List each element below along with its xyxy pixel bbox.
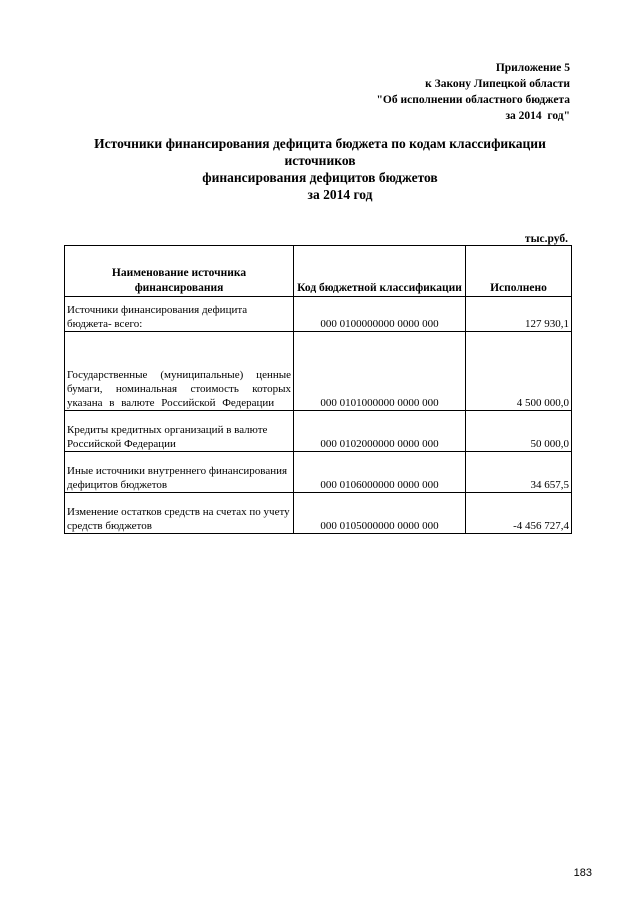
table-row xyxy=(65,452,572,493)
units-label: тыс.руб. xyxy=(524,233,568,245)
title-line-1: Источники финансирования дефицита бюджета по кодам классификации xyxy=(94,136,546,151)
row-amount: -4 456 727,4 xyxy=(466,493,572,534)
row-code: 000 0101000000 0000 000 xyxy=(294,332,466,411)
row-code: 000 0106000000 0000 000 xyxy=(294,452,466,493)
row-name: Источники финансирования дефицита бюджета- всего: xyxy=(65,297,294,332)
header-code: Код бюджетной классификации xyxy=(294,246,466,297)
table-row xyxy=(65,411,572,452)
row-amount: 50 000,0 xyxy=(466,411,572,452)
row-amount: 34 657,5 xyxy=(466,452,572,493)
table-row xyxy=(65,297,572,332)
table-row xyxy=(65,332,572,411)
row-name: Кредиты кредитных организаций в валюте Российской Федерации xyxy=(65,411,294,452)
financing-sources-table xyxy=(64,245,572,534)
appendix-line-3: "Об исполнении областного бюджета xyxy=(376,94,570,106)
appendix-header xyxy=(377,60,570,124)
row-name: Изменение остатков средств на счетах по учету средств бюджетов xyxy=(65,493,294,534)
appendix-line-4: за 2014 год" xyxy=(505,110,570,122)
title-line-3: финансирования дефицитов бюджетов xyxy=(202,170,438,185)
row-code: 000 0102000000 0000 000 xyxy=(294,411,466,452)
header-name: Наименование источника финансирования xyxy=(65,246,294,297)
row-code: 000 0105000000 0000 000 xyxy=(294,493,466,534)
row-amount: 4 500 000,0 xyxy=(466,332,572,411)
table-row xyxy=(65,493,572,534)
title-line-4: за 2014 год xyxy=(307,187,373,202)
page-number: 183 xyxy=(573,867,592,879)
appendix-line-2: к Закону Липецкой области xyxy=(425,78,570,90)
row-name: Государственные (муниципальные) ценные бумаги, номинальная стоимость которых указана в валюте Российской Федерации xyxy=(65,332,294,411)
row-amount: 127 930,1 xyxy=(466,297,572,332)
document-title xyxy=(60,135,580,203)
title-line-2: источников xyxy=(284,153,356,168)
row-name: Иные источники внутреннего финансирования дефицитов бюджетов xyxy=(65,452,294,493)
table-header-row xyxy=(65,246,572,297)
row-code: 000 0100000000 0000 000 xyxy=(294,297,466,332)
appendix-line-1: Приложение 5 xyxy=(495,62,570,74)
header-executed: Исполнено xyxy=(466,246,572,297)
